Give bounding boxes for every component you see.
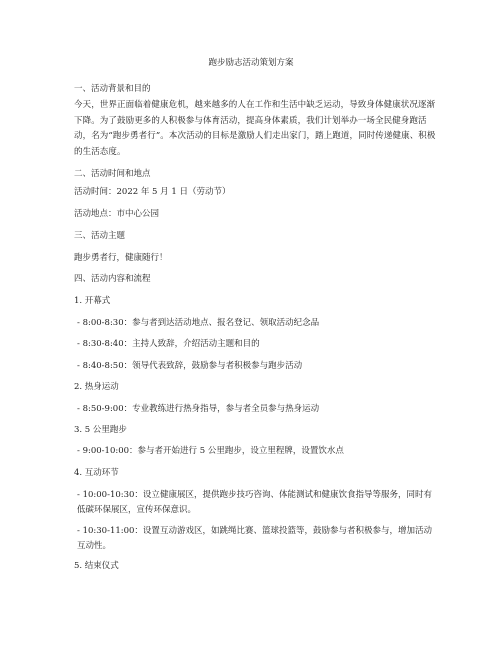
section-heading-content: 四、活动内容和流程: [74, 274, 151, 284]
list-item: - 8:30-8:40：主持人致辞，介绍活动主题和目的: [77, 339, 260, 349]
section-heading-theme: 三、活动主题: [74, 231, 126, 241]
list-item: - 10:30-11:00：设置互动游戏区，如跳绳比赛、篮球投篮等，鼓励参与者积极参与，增加活动互动性。: [77, 526, 432, 551]
item-run-title: 3. 5 公里跑步: [74, 425, 127, 435]
document-title: 跑步励志活动策划方案: [208, 58, 294, 68]
section-heading-background: 一、活动背景和目的: [74, 84, 151, 94]
list-item: - 8:40-8:50：领导代表致辞，鼓励参与者积极参与跑步活动: [77, 361, 303, 371]
section-heading-time-place: 二、活动时间和地点: [74, 169, 151, 179]
item-interaction-title: 4. 互动环节: [74, 468, 119, 478]
event-theme: 跑步勇者行，健康随行！: [74, 253, 168, 263]
list-item: - 10:00-10:30：设立健康展区，提供跑步技巧咨询、体能测试和健康饮食指导等服务，同时有低碳环保展区，宣传环保意识。: [77, 490, 432, 515]
item-opening-title: 1. 开幕式: [74, 296, 111, 306]
list-item: - 8:00-8:30：参与者到达活动地点、报名登记、领取活动纪念品: [77, 318, 320, 328]
background-paragraph: 今天，世界正面临着健康危机，越来越多的人在工作和生活中缺乏运动，导致身体健康状况逐渐下降。为了鼓励更多的人积极参与体育活动，提高身体素质，我们计划举办一场全民健身跑活动，名为“跑步勇者行”。本次活动的目标是激励人们走出家门，踏上跑道，同时传递健康、积极的生活态度。: [74, 100, 436, 157]
item-warmup-title: 2. 热身运动: [74, 382, 119, 392]
event-time: 活动时间：2022 年 5 月 1 日（劳动节）: [74, 187, 231, 197]
list-item: - 8:50-9:00：专业教练进行热身指导，参与者全员参与热身运动: [77, 404, 320, 414]
event-place: 活动地点：市中心公园: [74, 209, 160, 219]
item-closing-title: 5. 结束仪式: [74, 561, 119, 571]
list-item: - 9:00-10:00：参与者开始进行 5 公里跑步，设立里程牌，设置饮水点: [77, 446, 344, 456]
